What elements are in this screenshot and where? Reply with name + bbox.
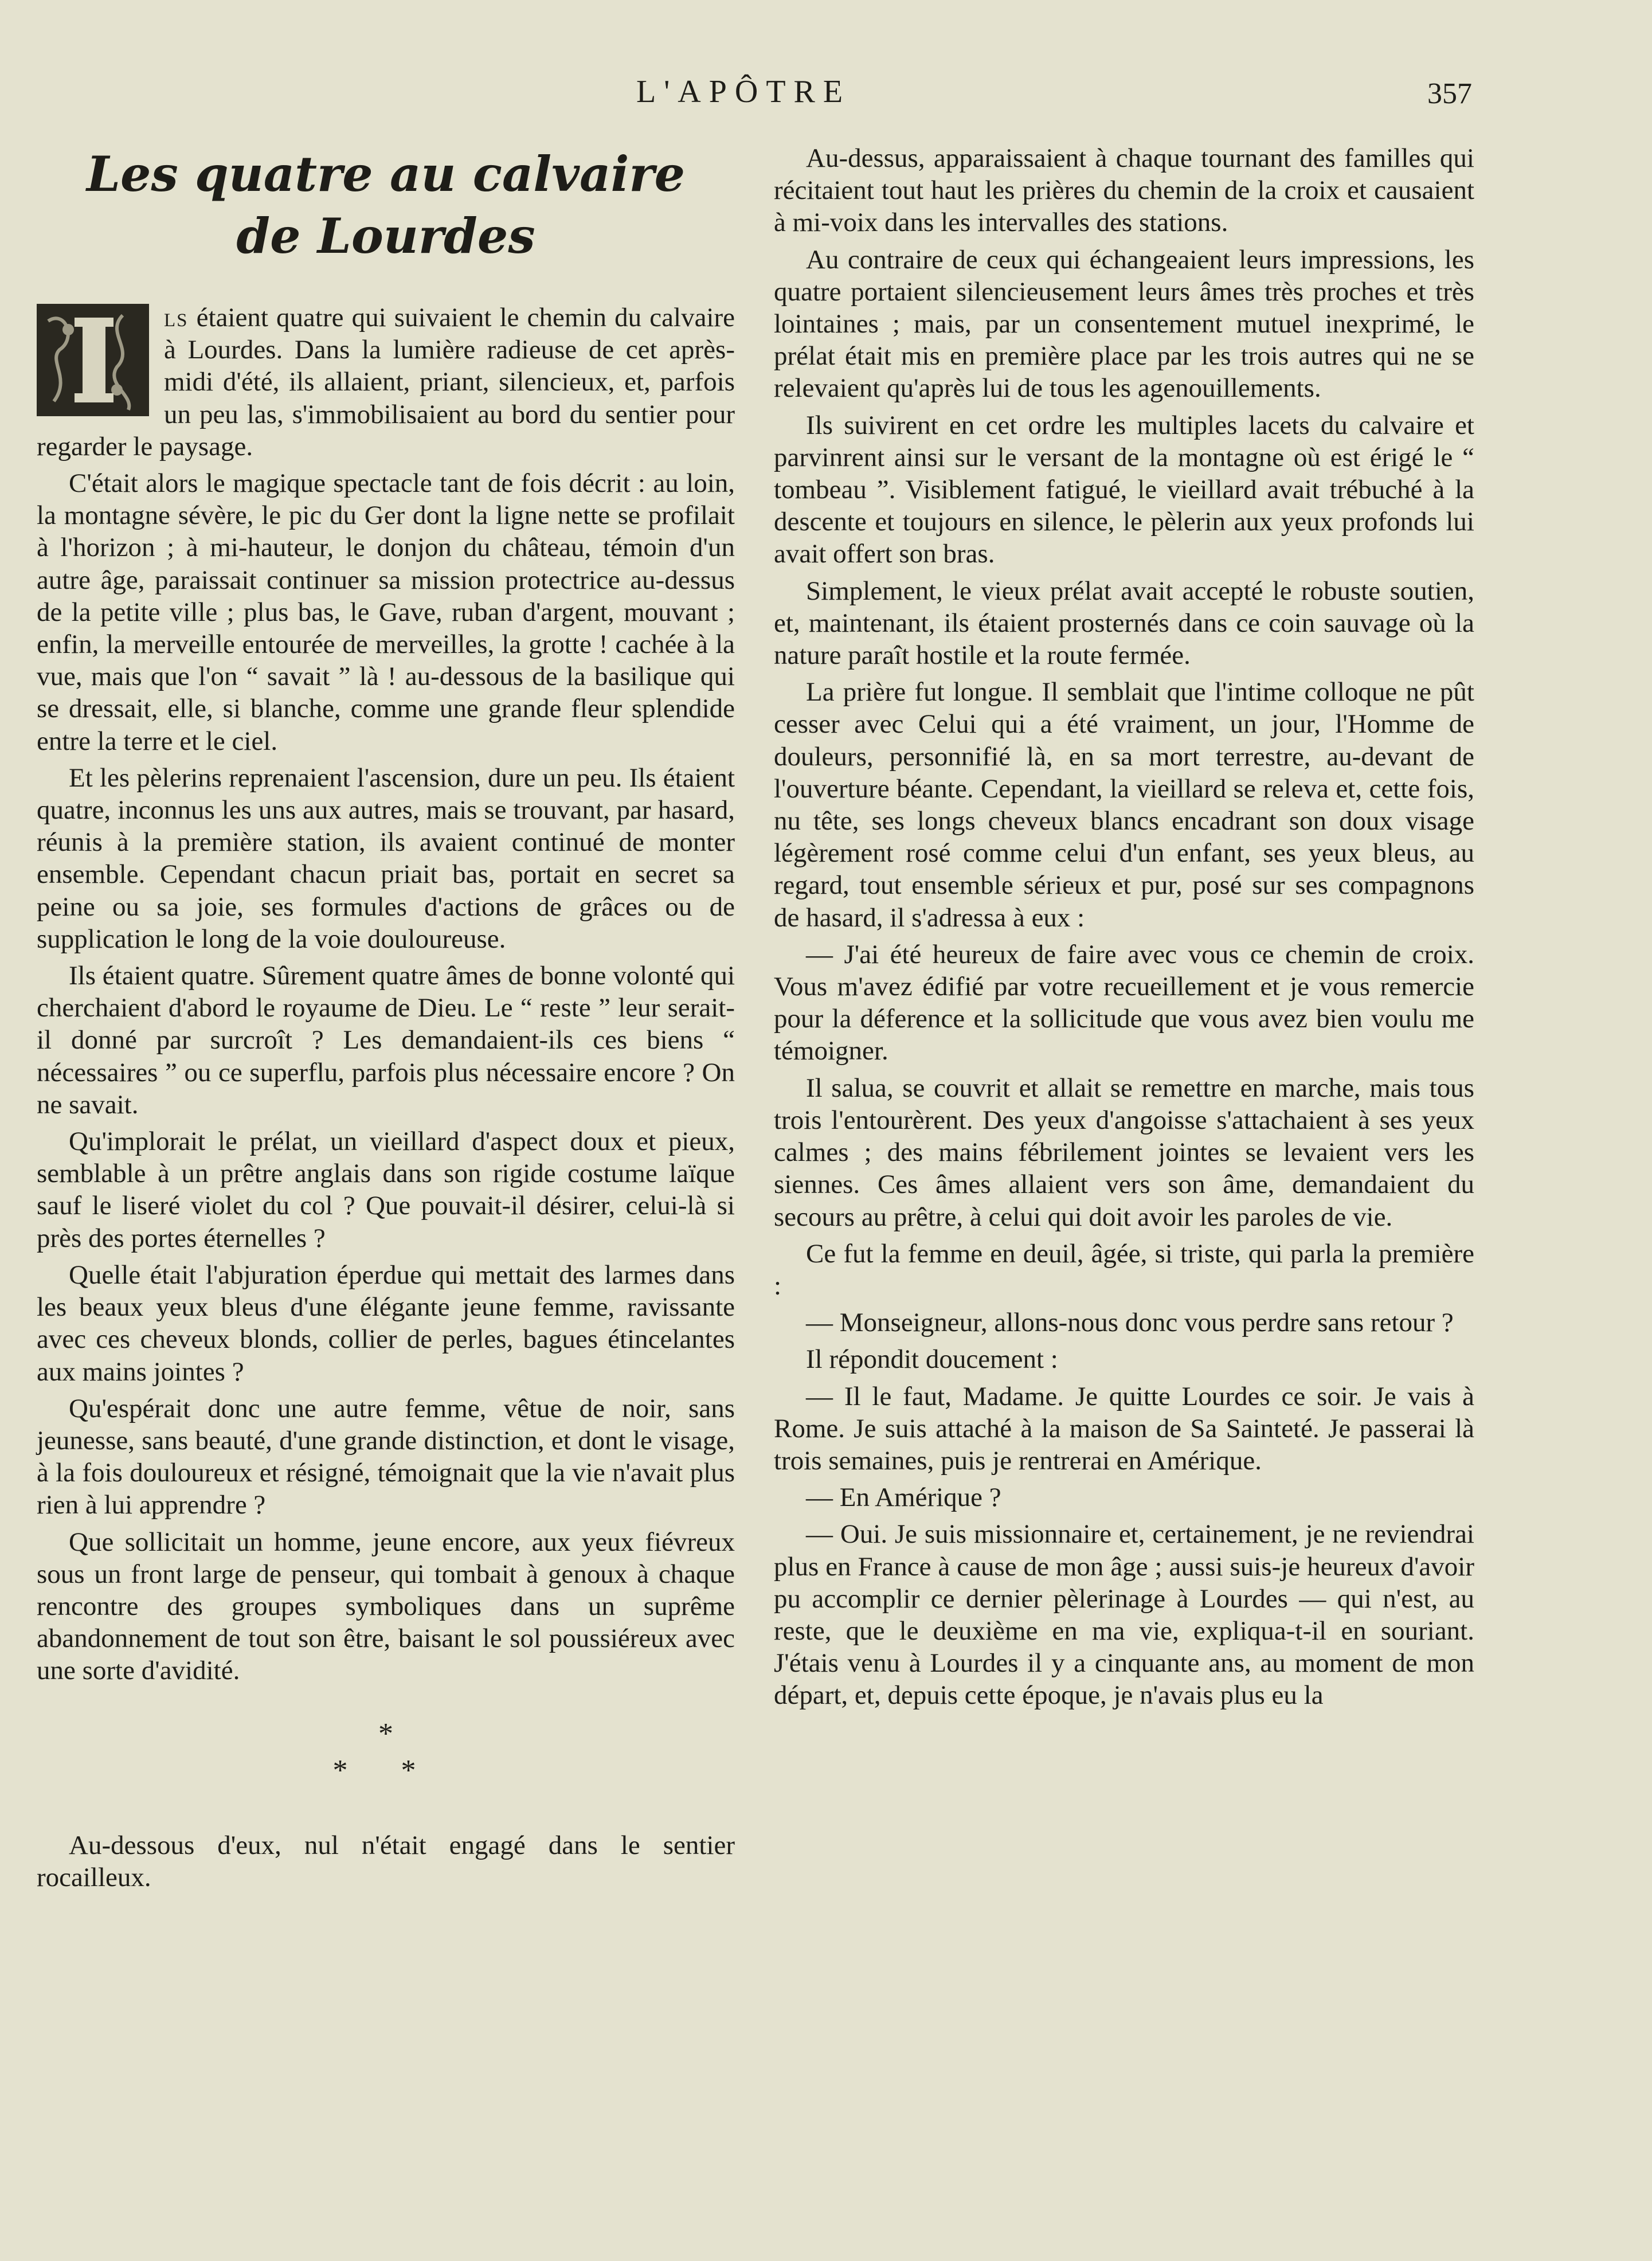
- paragraph: Qu'implorait le prélat, un vieillard d'aspect doux et pieux, semblable à un prêtre anglais dans son rigide costume laïque sauf le liseré violet du col ? Que pouvait-il désirer, celui-là si près des portes éternelles ?: [37, 1126, 735, 1253]
- paragraph: Et les pèlerins reprenaient l'ascension, dure un peu. Ils étaient quatre, inconnus les uns aux autres, mais se trouvant, par hasard, réunis à la première station, ils avaient continué de monter ensemble. Cependant chacun priait bas, portait en secret sa peine ou sa joie, ses formules d'actions de grâces ou de supplication le long de la voie douloureuse.: [37, 762, 735, 954]
- paragraph: Que sollicitait un homme, jeune encore, aux yeux fiévreux sous un front large de penseur, qui tombait à genoux à chaque rencontre des groupes symboliques dans un suprême abandonnement de tout son être, baisant le sol poussiéreux avec une sorte d'avidité.: [37, 1527, 735, 1686]
- dropcap-ornament: [37, 304, 149, 416]
- paragraph: Au-dessus, apparaissaient à chaque tournant des familles qui récitaient tout haut les prières du chemin de la croix et causaient à mi-voix dans les intervalles des stations.: [774, 143, 1474, 238]
- paragraph: La prière fut longue. Il semblait que l'intime colloque ne pût cesser avec Celui qui a été vraiment, un jour, l'Homme de douleurs, personnifié là, en sa mort terrestre, au-devant de l'ouverture béante. Cependant, la vieillard se releva et, cette fois, nu tête, ses longs cheveux blancs encadrant son doux visage légèrement rosé comme celui d'un enfant, ses yeux bleus, au regard, tout ensemble sérieux et pur, posé sur ses compagnons de hasard, il s'adressa à eux :: [774, 677, 1474, 933]
- dialogue-paragraph: — Il le faut, Madame. Je quitte Lourdes ce soir. Je vais à Rome. Je suis attaché à la maison de Sa Sainteté. Je passerai là trois semaines, puis je rentrerai en Amérique.: [774, 1381, 1474, 1476]
- first-paragraph-text: étaient quatre qui suivaient le chemin du calvaire à Lourdes. Dans la lumière radieuse de cet après-midi d'été, ils allaient, priant, silencieux, et, parfois un peu las, s'immobilisaient au bord du sentier pour regarder le paysage.: [37, 303, 735, 461]
- paragraph: Ce fut la femme en deuil, âgée, si triste, qui parla la première :: [774, 1238, 1474, 1301]
- paragraph: Il salua, se couvrit et allait se remettre en marche, mais tous trois l'entourèrent. Des yeux d'angoisse s'attachaient à ses yeux calmes ; des mains fébrilement jointes se levaient vers les siennes. Ces âmes allaient vers son âme, demandaient du secours au prêtre, à celui qui doit avoir les paroles de vie.: [774, 1073, 1474, 1232]
- paragraph: Qu'espérait donc une autre femme, vêtue de noir, sans jeunesse, sans beauté, d'une grande distinction, et dont le visage, à la fois douloureux et résigné, témoignait que la vie n'avait plus rien à lui apprendre ?: [37, 1393, 735, 1520]
- dialogue-paragraph: — Monseigneur, allons-nous donc vous perdre sans retour ?: [806, 1308, 1454, 1338]
- paragraph: Ils étaient quatre. Sûrement quatre âmes de bonne volonté qui cherchaient d'abord le royaume de Dieu. Le “ reste ” leur serait-il donné par surcroît ? Les demandaient-ils ces biens “ nécessaires ” ou ce superflu, parfois plus nécessaire encore ? On ne savait.: [37, 961, 735, 1120]
- right-column: [774, 142, 1474, 1716]
- paragraph: Simplement, le vieux prélat avait accepté le robuste soutien, et, maintenant, ils étaient prosternés dans ce coin sauvage où la nature paraît hostile et la route fermée.: [774, 576, 1474, 671]
- first-paragraph: [37, 302, 735, 463]
- asterism-top: *: [378, 1717, 393, 1750]
- dialogue-paragraph: — En Amérique ?: [806, 1482, 1001, 1513]
- paragraph: Quelle était l'abjuration éperdue qui mettait des larmes dans les beaux yeux bleus d'une élégante jeune femme, ravissante avec ces cheveux blonds, collier de perles, bagues étincelantes aux mains jointes ?: [37, 1259, 735, 1387]
- paragraph: Au-dessous d'eux, nul n'était engagé dans le sentier rocailleux.: [37, 1830, 735, 1892]
- dialogue-paragraph: — J'ai été heureux de faire avec vous ce chemin de croix. Vous m'avez édifié par votre recueillement et je vous remercie pour la déference et la sollicitude que vous avez bien voulu me témoigner.: [774, 939, 1474, 1066]
- asterism-bottom: * *: [332, 1754, 439, 1787]
- first-word-smallcaps: ls: [164, 303, 189, 332]
- section-break-asterisks: [37, 1716, 735, 1789]
- article-title: [37, 143, 735, 267]
- article-title-line-2: de Lourdes: [236, 208, 535, 264]
- dialogue-paragraph: — Oui. Je suis missionnaire et, certainement, je ne reviendrai plus en France à cause de mon âge ; aussi suis-je heureux d'avoir pu accomplir ce dernier pèlerinage à Lourdes — qui n'est, au reste, que le deuxième en ma vie, expliqua-t-il en souriant. J'étais venu à Lourdes il y a cinquante ans, au moment de mon départ, et, depuis cette époque, je n'avais plus eu la: [774, 1519, 1474, 1711]
- paragraph: Au contraire de ceux qui échangeaient leurs impressions, les quatre portaient silencieusement leurs âmes très proches et très lointaines ; mais, par un consentement mutuel inexprimé, le prélat était mis en première place par les trois autres qui ne se relevaient qu'après lui de tous les agenouillements.: [774, 244, 1474, 404]
- paragraph: Il répondit doucement :: [806, 1344, 1058, 1375]
- page-number: 357: [1427, 77, 1472, 110]
- paragraph: C'était alors le magique spectacle tant de fois décrit : au loin, la montagne sévère, le pic du Ger dont la ligne nette se profilait à l'horizon ; à mi-hauteur, le donjon du château, témoin d'un autre âge, paraissait continuer sa mission protectrice au-dessus de la petite ville ; plus bas, le Gave, ruban d'argent, mouvant ; enfin, la merveille entourée de merveilles, la grotte ! cachée à la vue, mais que l'on “ savait ” là ! au-dessous de la basilique qui se dressait, elle, si blanche, comme une grande fleur splendide entre la terre et le ciel.: [37, 468, 735, 756]
- left-column: [37, 138, 735, 1898]
- running-title: L'APÔTRE: [636, 74, 851, 109]
- page-header: [0, 68, 1652, 114]
- paragraph: Ils suivirent en cet ordre les multiples lacets du calvaire et parvinrent ainsi sur le versant de la montagne où est érigé le “ tombeau ”. Visiblement fatigué, le vieillard avait trébuché à la descente et toujours en silence, le pèlerin aux yeux profonds lui avait offert son bras.: [774, 410, 1474, 569]
- dropcap-image: [37, 304, 149, 416]
- article-title-line-1: Les quatre au calvaire: [86, 146, 686, 202]
